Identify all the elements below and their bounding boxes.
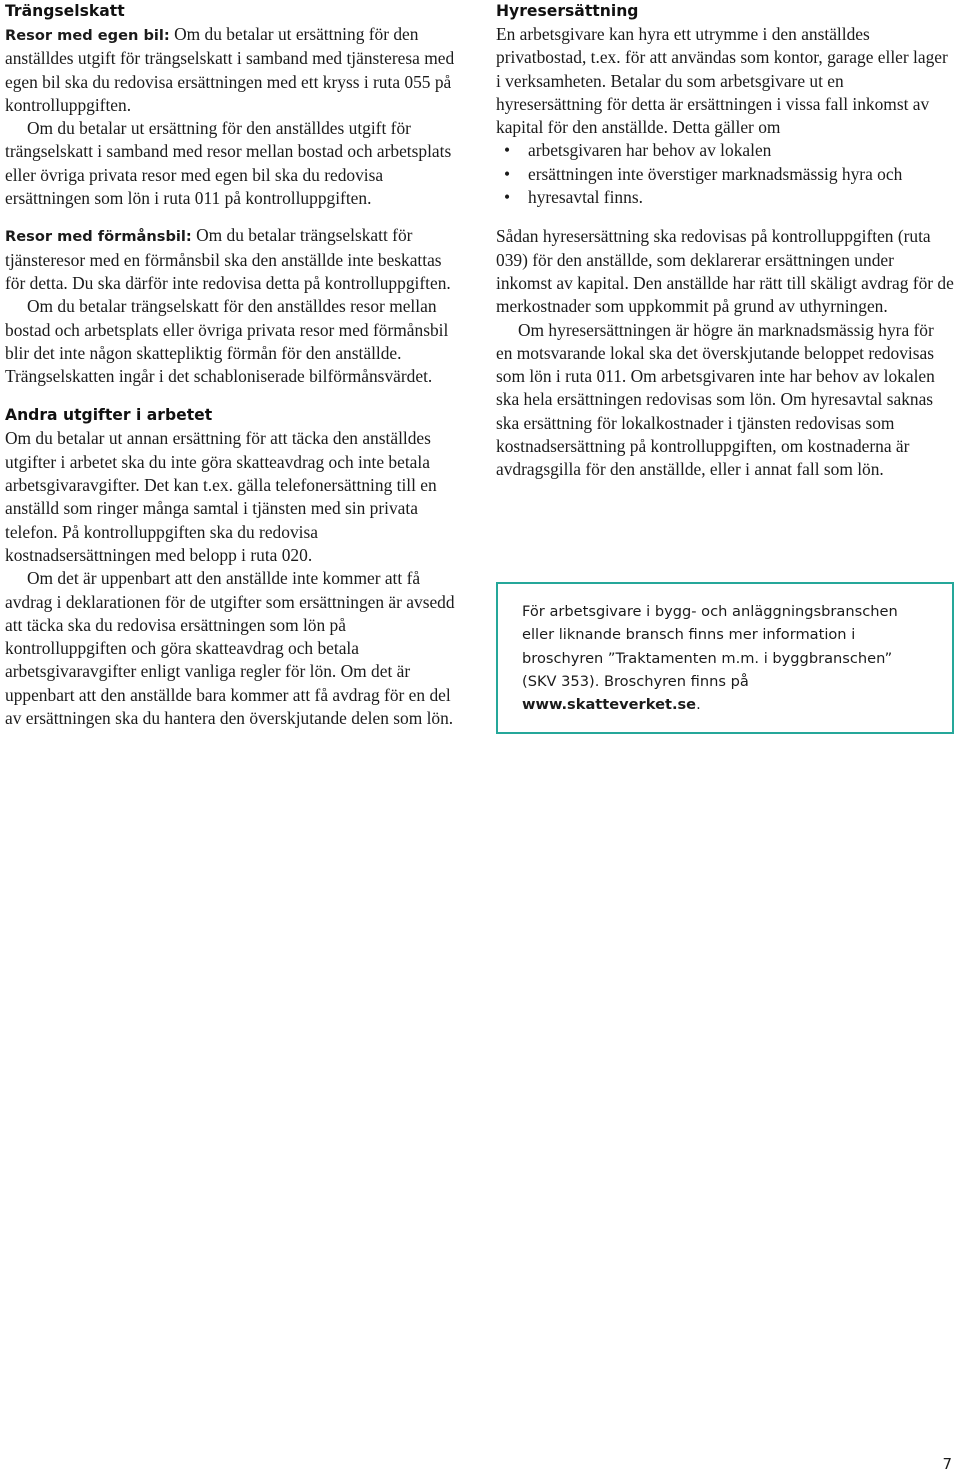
info-box-text: För arbetsgivare i bygg- och anläggningsbranschen eller liknande bransch finns mer information i broschyren ”Traktamenten m.m. i byggbranschen” (SKV 353). Broschyren finns på bbox=[522, 603, 898, 690]
conditions-list bbox=[496, 139, 954, 209]
list-item: • ersättningen inte överstiger marknadsmässig hyra och bbox=[496, 163, 954, 186]
paragraph-formansbil-privata: Om du betalar trängselskatt för den anställdes resor mellan bostad och arbetsplats eller övriga privata resor med förmånsbil blir det inte någon skattepliktig förmån för den anställde. Trängselskatten ingår i det schabloniserade bilförmånsvärdet. bbox=[5, 296, 449, 387]
lead-egen-bil: Resor med egen bil: bbox=[5, 27, 170, 44]
section-heading-trangselskatt: Trängselskatt bbox=[5, 2, 125, 20]
text-egen-bil: Om du betalar ut ersättning för den anställdes utgift för trängselskatt i samband med tjänsteresa med egen bil ska du redovisa ersättningen med ett kryss i ruta 055 på kontrolluppgiften. bbox=[5, 24, 455, 115]
paragraph-egen-bil bbox=[5, 23, 463, 117]
left-column bbox=[5, 0, 463, 730]
list-item: • hyresavtal finns. bbox=[496, 186, 954, 209]
info-box bbox=[496, 582, 954, 734]
paragraph-hogre-an-marknad: Om hyresersättningen är högre än marknadsmässig hyra för en motsvarande lokal ska det överskjutande beloppet redovisas som lön i ruta 011. Om arbetsgivaren inte har behov av lokalen ska hela ersättningen redovisas som lön. Om hyresavtal saknas ska ersättning för lokalkostnader i tjänsten redovisas som kostnadsersättning på kontrolluppgiften, om kostnaderna är avdragsgilla för den anställde, eller i annat fall som lön. bbox=[496, 319, 935, 480]
right-column bbox=[496, 0, 954, 482]
paragraph-uppenbart: Om det är uppenbart att den anställde inte kommer att få avdrag i deklarationen för de utgifter som ersättningen är avsedd att täcka ska du redovisa ersättningen som lön på kontrolluppgiften och göra skatteavdrag och betala arbetsgivaravgifter enligt vanliga regler för lön. Om det är uppenbart att den anställde bara kommer att få avdrag för en del av ersättningen ska du hantera den överskjutande delen som lön. bbox=[5, 568, 455, 729]
page-number: 7 bbox=[942, 1455, 952, 1473]
section-heading-hyresersattning: Hyresersättning bbox=[496, 2, 639, 20]
paragraph-annan-ersattning: Om du betalar ut annan ersättning för att täcka den anställdes utgifter i arbetet ska du inte göra skatteavdrag och inte betala arbetsgivaravgifter. Det kan t.ex. gälla telefonersättning till en anställd som ringer många samtal i tjänsten med sin privata telefon. På kontrolluppgiften ska du redovisa kostnadsersättningen med belopp i ruta 020. bbox=[5, 428, 437, 565]
paragraph-redovisas-ruta-039: Sådan hyresersättning ska redovisas på kontrolluppgiften (ruta 039) för den anställde, som deklarerar ersättningen under inkomst av kapital. Den anställde har rätt till skäligt avdrag för de merkostnader som uppkommit på grund av uthyrningen. bbox=[496, 226, 954, 317]
info-box-text-end: . bbox=[696, 696, 701, 714]
paragraph-bostad-arbetsplats: Om du betalar ut ersättning för den anställdes utgift för trängselskatt i samband med resor mellan bostad och arbetsplats eller övriga privata resor med egen bil ska du redovisa ersättningen som lön i ruta 011 på kontrolluppgiften. bbox=[5, 118, 452, 209]
section-heading-andra-utgifter: Andra utgifter i arbetet bbox=[5, 406, 213, 425]
paragraph-formansbil bbox=[5, 224, 463, 295]
list-item: • arbetsgivaren har behov av lokalen bbox=[496, 139, 954, 162]
lead-formansbil: Resor med förmånsbil: bbox=[5, 228, 192, 246]
skatteverket-link[interactable]: www.skatteverket.se bbox=[522, 696, 697, 714]
paragraph-hyra-utrymme: En arbetsgivare kan hyra ett utrymme i den anställdes privatbostad, t.ex. för att användas som kontor, garage eller lager i verksamheten. Betalar du som arbetsgivare ut en hyresersättning för detta är ersättningen i vissa fall inkomst av kapital för den anställde. Detta gäller om bbox=[496, 24, 948, 138]
text-formansbil: Om du betalar trängselskatt för tjänsteresor med en förmånsbil ska den anställde inte beskattas för detta. Du ska därför inte redovisa detta på kontrolluppgiften. bbox=[5, 225, 451, 293]
